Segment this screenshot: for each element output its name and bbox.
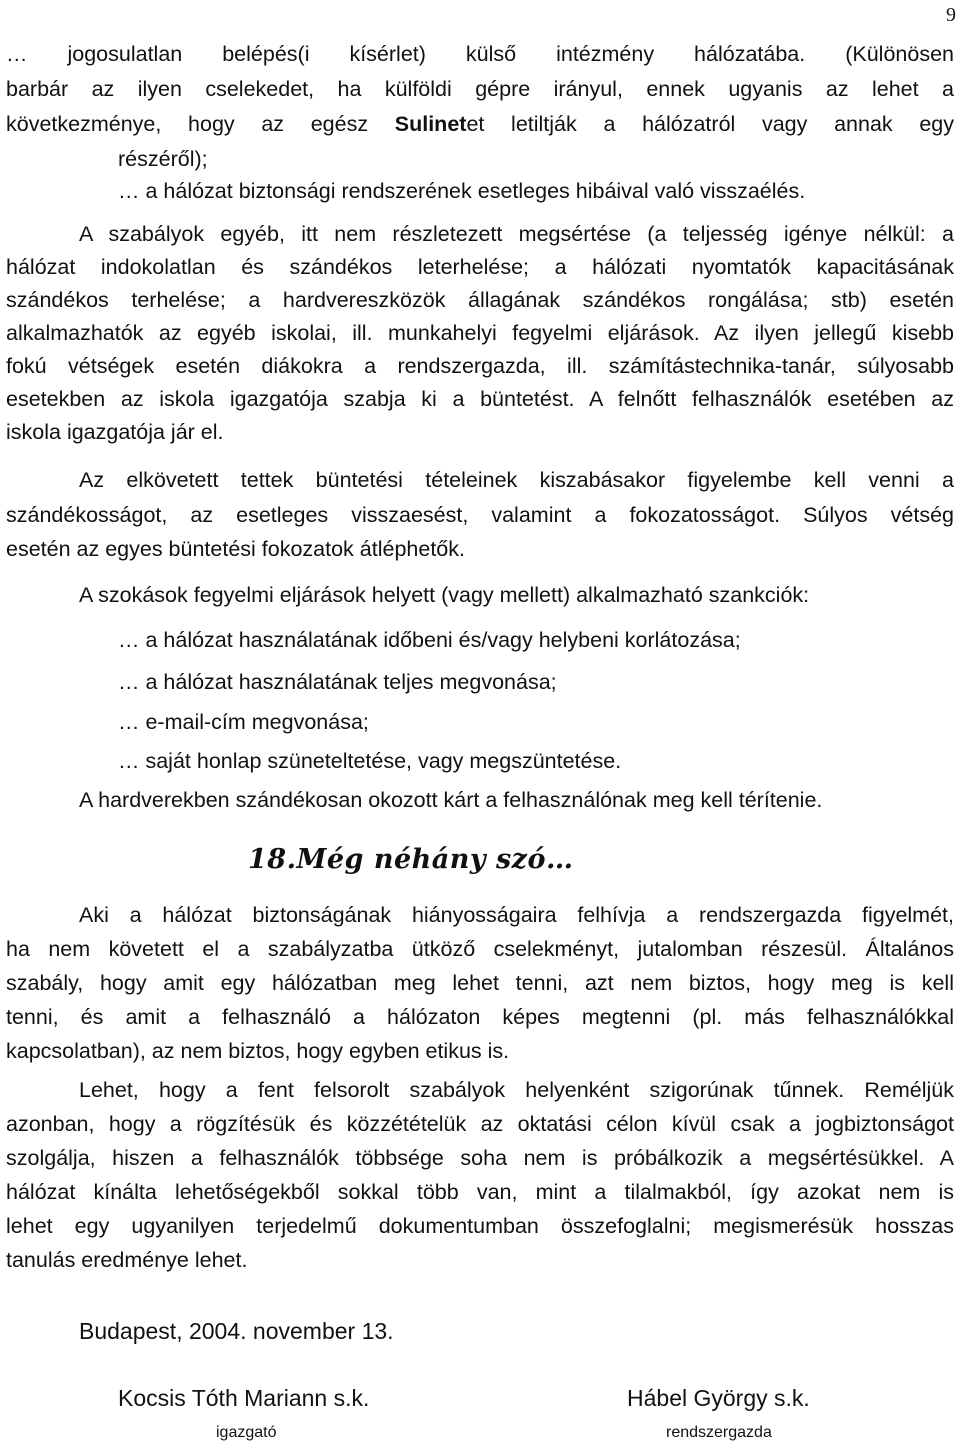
- sanction-item: … a hálózat használatának időbeni és/vagy helybeni korlátozása;: [118, 628, 741, 652]
- section-heading: 18.Még néhány szó…: [248, 844, 574, 875]
- signature-role: igazgató: [216, 1424, 277, 1441]
- text-fragment: et letiltják a hálózatról vagy annak egy: [466, 112, 954, 136]
- signature-role: rendszergazda: [666, 1424, 772, 1441]
- paragraph-line: hálózat kínálta lehetőségekből sokkal több van, mint a tilalmakból, így azokat nem is: [6, 1180, 954, 1204]
- paragraph-line: szabály, hogy amit egy hálózatban meg lehet tenni, azt nem biztos, hogy meg is kell: [6, 971, 954, 995]
- paragraph-line: azonban, hogy a rögzítésük és közzétételük az oktatási célon kívül csak a jogbiztonságot: [6, 1112, 954, 1136]
- page-number: 9: [946, 4, 956, 26]
- paragraph-line: kapcsolatban), az nem biztos, hogy egyben etikus is.: [6, 1039, 510, 1063]
- paragraph-line: Lehet, hogy a fent felsorolt szabályok helyenként szigorúnak tűnnek. Reméljük: [79, 1078, 954, 1102]
- intro-line: … a hálózat biztonsági rendszerének esetleges hibáival való visszaélés.: [118, 179, 806, 203]
- sanction-item: … a hálózat használatának teljes megvonása;: [118, 670, 557, 694]
- paragraph-line: Aki a hálózat biztonságának hiányosságaira felhívja a rendszergazda figyelmét,: [79, 903, 954, 927]
- place-date: Budapest, 2004. november 13.: [79, 1318, 394, 1344]
- paragraph-line: esetén az egyes büntetési fokozatok átléphetők.: [6, 537, 465, 561]
- paragraph-line: tanulás eredménye lehet.: [6, 1248, 248, 1272]
- paragraph-line: tenni, és amit a felhasználó a hálózaton képes megtenni (pl. más felhasználókkal: [6, 1005, 954, 1029]
- paragraph-line: esetekben az iskola igazgatója szabja ki a büntetést. A felnőtt felhasználók esetében az: [6, 387, 954, 411]
- sanctions-intro: A szokások fegyelmi eljárások helyett (vagy mellett) alkalmazható szankciók:: [79, 583, 810, 607]
- paragraph-line: iskola igazgatója jár el.: [6, 420, 224, 444]
- paragraph-line: szolgálja, hiszen a felhasználók többsége soha nem is próbálkozik a megsértésükkel. A: [6, 1146, 954, 1170]
- paragraph-line: szándékosságot, az esetleges visszaesést, valamint a fokozatosságot. Súlyos vétség: [6, 503, 954, 527]
- intro-line: … jogosulatlan belépés(i kísérlet) külső intézmény hálózatába. (Különösen: [6, 42, 954, 66]
- paragraph-line: A szabályok egyéb, itt nem részletezett megsértése (a teljesség igénye nélkül: a: [79, 222, 954, 246]
- intro-line: részéről);: [118, 147, 208, 171]
- signature-name: Hábel György s.k.: [627, 1385, 810, 1411]
- paragraph-line: Az elkövetett tettek büntetési tételeinek kiszabásakor figyelembe kell venni a: [79, 468, 954, 492]
- text-fragment: következménye, hogy az egész: [6, 112, 395, 136]
- sulinet-bold: Sulinet: [394, 112, 467, 136]
- sanction-item: … saját honlap szüneteltetése, vagy megszüntetése.: [118, 749, 622, 773]
- hardware-damage-line: A hardverekben szándékosan okozott kárt a felhasználónak meg kell térítenie.: [79, 788, 823, 812]
- intro-line-sulinet: [6, 108, 954, 140]
- signature-name: Kocsis Tóth Mariann s.k.: [118, 1385, 370, 1411]
- paragraph-line: lehet egy ugyanilyen terjedelmű dokumentumban összefoglalni; megismerésük hosszas: [6, 1214, 954, 1238]
- sanction-item: … e-mail-cím megvonása;: [118, 710, 369, 734]
- intro-line: barbár az ilyen cselekedet, ha külföldi gépre irányul, ennek ugyanis az lehet a: [6, 77, 954, 101]
- paragraph-line: szándékos terhelése; a hardvereszközök állagának szándékos rongálása; stb) esetén: [6, 288, 954, 312]
- paragraph-line: alkalmazhatók az egyéb iskolai, ill. munkahelyi fegyelmi eljárások. Az ilyen jellegű kisebb: [6, 321, 954, 345]
- paragraph-line: ha nem követett el a szabályzatba ütköző cselekményt, jutalomban részesül. Általános: [6, 937, 954, 961]
- paragraph-line: fokú vétségek esetén diákokra a rendszergazda, ill. számítástechnika-tanár, súlyosabb: [6, 354, 954, 378]
- paragraph-line: hálózat indokolatlan és szándékos leterhelése; a hálózati nyomtatók kapacitásának: [6, 255, 954, 279]
